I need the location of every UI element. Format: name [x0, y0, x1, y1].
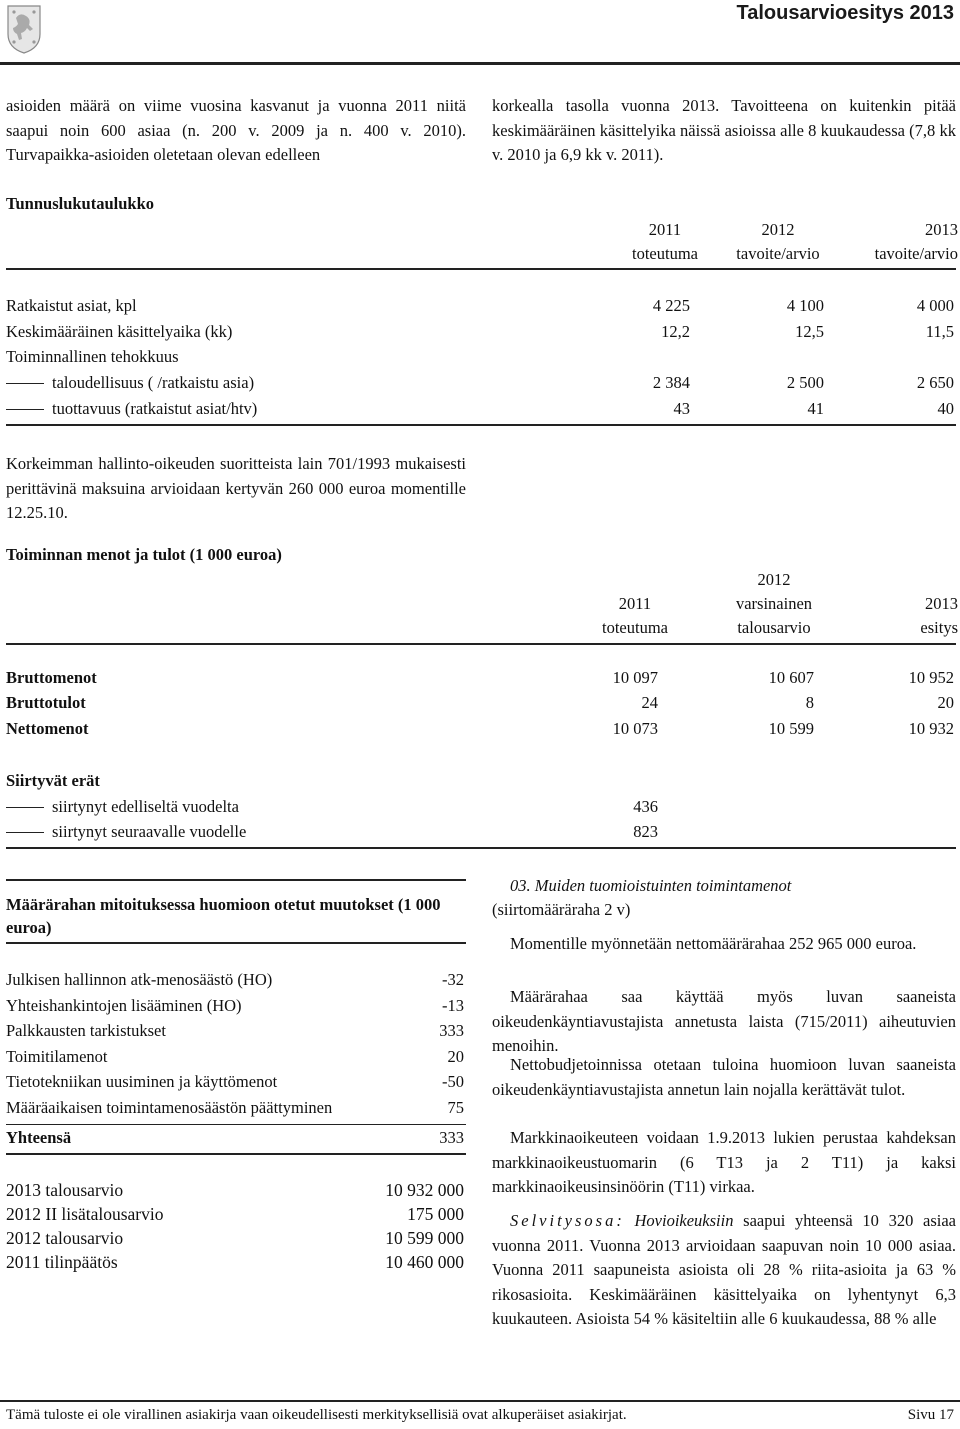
- menot-col2-mid: varsinainen: [735, 594, 813, 613]
- muutokset-total-label: Yhteensä: [6, 1128, 72, 1147]
- menot-row: [6, 717, 956, 741]
- muutokset-value: 20: [447, 1046, 464, 1066]
- menot-col2-year: 2012: [757, 570, 791, 589]
- kpi-row: [6, 397, 956, 421]
- kpi-col2-year: 2012: [761, 220, 795, 239]
- muutokset-row: [6, 1070, 466, 1096]
- menot-row-label: Bruttomenot: [6, 668, 97, 687]
- budget-value: 175 000: [407, 1204, 464, 1224]
- coat-of-arms-logo: [6, 4, 42, 54]
- selvitysosa-subject: Hovioikeuksiin: [634, 1211, 734, 1230]
- menot-table-title: Toiminnan menot ja tulot (1 000 euroa): [6, 545, 282, 564]
- budget-value: 10 599 000: [385, 1228, 464, 1248]
- muutokset-label: Tietotekniikan uusiminen ja käyttömenot: [6, 1072, 278, 1091]
- kpi-cell: 4 225: [652, 296, 690, 315]
- budget-list: [6, 1178, 466, 1274]
- menot-header-rule: [6, 643, 956, 645]
- menot-bottom-rule: [6, 847, 956, 849]
- kpi-cell: 40: [937, 399, 954, 418]
- menot-col1-year: 2011: [618, 594, 652, 613]
- intro-left-paragraph: asioiden määrä on viime vuosina kasvanut ja vuonna 2011 niitä saapui noin 600 asiaa (n. 200 v. 2009 ja n. 400 v. 2010). Turvapaikka-asioiden oletetaan olevan edelleen: [6, 96, 466, 164]
- header-rule: [0, 62, 960, 65]
- kpi-row-label-indented: taloudellisuus ( /ratkaistu asia): [6, 371, 254, 395]
- muutokset-label: Palkkausten tarkistukset: [6, 1021, 166, 1040]
- muutokset-value: -50: [442, 1072, 464, 1091]
- menot-cell: 10 599: [768, 719, 814, 738]
- right-paragraph-5: [492, 1209, 956, 1332]
- section-heading: [510, 874, 956, 898]
- menot-row: [6, 691, 956, 715]
- footer-disclaimer: Tämä tuloste ei ole virallinen asiakirja vaan oikeudellisesti merkityksellisiä ovat alkuperäiset asiakirjat.: [6, 1407, 627, 1423]
- kpi-header-rule: [6, 268, 956, 270]
- menot-cell: 20: [937, 693, 954, 712]
- intro-right-paragraph: korkealla tasolla vuonna 2013. Tavoitteena on kuitenkin pitää keskimääräinen käsittelyika näissä asioissa alle 8 kuukaudessa (7,8 kk v. 2010 ja 6,9 kk v. 2011).: [492, 96, 956, 164]
- dash-marker: [6, 409, 44, 410]
- menot-cell: 10 607: [768, 668, 814, 687]
- kpi-row-label: Keskimääräinen käsittelyaika (kk): [6, 322, 233, 341]
- kpi-bottom-rule: [6, 424, 956, 426]
- budget-row: [6, 1202, 466, 1226]
- muutokset-row: [6, 1045, 466, 1071]
- section-heading-sub: (siirtomääräraha 2 v): [492, 900, 631, 919]
- menot-row-label: Nettomenot: [6, 719, 89, 738]
- muutokset-total-rule: [6, 1124, 466, 1125]
- muutokset-title: Määrärahan mitoituksessa huomioon otetut muutokset (1 000 euroa): [6, 895, 441, 937]
- kpi-cell: 41: [807, 399, 824, 418]
- muutokset-label: Yhteishankintojen lisääminen (HO): [6, 995, 242, 1015]
- siirtyvat-row: [6, 795, 956, 819]
- muutokset-label: Määräaikaisen toimintamenosäästön päättyminen: [6, 1097, 333, 1117]
- budget-value: 10 932 000: [385, 1180, 464, 1200]
- kpi-row-label: Toiminnallinen tehokkuus: [6, 347, 179, 366]
- kpi-row-label-indented: tuottavuus (ratkaistut asiat/htv): [6, 397, 257, 421]
- section-heading-title: Muiden tuomioistuinten toimintamenot: [534, 876, 792, 895]
- kpi-col2-sub: tavoite/arvio: [736, 244, 820, 263]
- section-heading-number: 03.: [510, 876, 531, 895]
- budget-value: 10 460 000: [385, 1252, 464, 1272]
- muutokset-list: [6, 968, 466, 1121]
- kpi-row: [6, 294, 956, 318]
- budget-label: 2011 tilinpäätös: [6, 1252, 118, 1272]
- right-paragraph-4: Markkinaoikeuteen voidaan 1.9.2013 lukien perustaa kahdeksan markkinaoikeustuomarin (6 T13 ja 2 T11) ja kaksi markkinaoikeusinsinöörin (T11) virkaa.: [492, 1128, 956, 1196]
- menot-cell: 10 097: [612, 668, 658, 687]
- kpi-row: [6, 320, 956, 344]
- muutokset-row: [6, 1096, 466, 1122]
- muutokset-total-row: [6, 1126, 466, 1150]
- kpi-row-label: Ratkaistut asiat, kpl: [6, 296, 137, 315]
- menot-col2-sub: talousarvio: [737, 618, 811, 637]
- menot-cell: 10 073: [612, 719, 658, 738]
- menot-row-label: Bruttotulot: [6, 693, 86, 712]
- right-paragraph-2: Määrärahaa saa käyttää myös luvan saaneista oikeudenkäyntiavustajista annetusta laista (715/2011) aiheutuvien menoihin.: [492, 987, 956, 1055]
- kpi-row: [6, 371, 956, 395]
- muutokset-label: Toimitilamenot: [6, 1046, 108, 1066]
- kpi-col1-sub: toteutuma: [632, 244, 698, 263]
- siirtyvat-row-label: siirtynyt seuraavalle vuodelle: [6, 820, 246, 844]
- menot-row: [6, 666, 956, 690]
- menot-col3-header: [852, 592, 960, 640]
- siirtyvat-title: Siirtyvät erät: [6, 771, 100, 790]
- siirtyvat-row: [6, 820, 956, 844]
- budget-label: 2013 talousarvio: [6, 1180, 124, 1200]
- kpi-cell: 12,5: [795, 322, 824, 341]
- menot-col3-year: 2013: [925, 594, 958, 613]
- siirtyvat-row-label: siirtynyt edelliseltä vuodelta: [6, 795, 239, 819]
- muutokset-bottom-rule: [6, 1153, 466, 1155]
- selvitysosa-text: saapui yhteensä 10 320 asiaa vuonna 2011. Vuonna 2013 arvioidaan saapuvan noin 10 000 asiaa. Vuonna 2011 saapuneista asioista oli 28 % riita-asioita ja 63 % rikosasioita. Keskimääräinen käsittelyaika on lyhentynyt 6,3 kuukauteen. Asioista 54 % käsiteltiin alle 6 kuukaudessa, 88 % alle: [492, 1211, 956, 1328]
- kpi-cell: 43: [673, 399, 690, 418]
- menot-cell: 24: [641, 693, 658, 712]
- muutokset-row: [6, 1019, 466, 1045]
- budget-row: [6, 1178, 466, 1202]
- kpi-row: [6, 345, 956, 369]
- header-title: Talousarvioesitys 2013: [736, 2, 954, 24]
- muutokset-total-value: 333: [439, 1128, 464, 1147]
- budget-label: 2012 talousarvio: [6, 1228, 124, 1248]
- muutokset-label: Julkisen hallinnon atk-menosäästö (HO): [6, 970, 273, 989]
- kpi-table-title: Tunnuslukutaulukko: [6, 194, 155, 213]
- kpi-cell: 11,5: [925, 322, 954, 341]
- page-number: Sivu 17: [907, 1407, 954, 1423]
- kpi-cell: 4 000: [916, 296, 954, 315]
- kpi-col3-year: 2013: [925, 220, 958, 239]
- menot-cell: 8: [805, 693, 814, 712]
- muutokset-value: -32: [442, 970, 464, 989]
- selvitysosa-label: Selvitysosa:: [510, 1211, 625, 1230]
- muutokset-header-rule: [6, 942, 466, 944]
- kpi-col2-header: [718, 218, 838, 266]
- menot-cell: 10 932: [908, 719, 954, 738]
- kpi-col1-header: [610, 218, 720, 266]
- korkeimman-paragraph: Korkeimman hallinto-oikeuden suoritteista lain 701/1993 mukaisesti perittävinä maksuina arvioidaan kertyvän 260 000 euroa momentille 12.25.10.: [6, 454, 466, 522]
- dash-marker: [6, 832, 44, 833]
- menot-col2-header: [714, 568, 834, 640]
- budget-row: [6, 1250, 466, 1274]
- muutokset-value: 75: [447, 1097, 464, 1117]
- muutokset-row: [6, 968, 466, 994]
- right-paragraph-3: Nettobudjetoinnissa otetaan tuloina huomioon luvan saaneista oikeudenkäyntiavustajista annetun lain nojalla kerättävät tulot.: [492, 1055, 956, 1099]
- kpi-col1-year: 2011: [648, 220, 682, 239]
- footer-rule: [0, 1400, 960, 1402]
- budget-row: [6, 1226, 466, 1250]
- siirtyvat-title-row: [6, 769, 956, 793]
- right-paragraph-1: Momentille myönnetään nettomäärärahaa 252 965 000 euroa.: [510, 934, 917, 953]
- muutokset-value: -13: [442, 995, 464, 1015]
- kpi-cell: 2 384: [652, 373, 690, 392]
- muutokset-value: 333: [439, 1021, 464, 1040]
- menot-col3-sub: esitys: [920, 618, 958, 637]
- menot-col1-header: [580, 592, 690, 640]
- muutokset-row: [6, 994, 466, 1020]
- menot-cell: 10 952: [908, 668, 954, 687]
- kpi-col3-sub: tavoite/arvio: [874, 244, 958, 263]
- kpi-cell: 2 500: [786, 373, 824, 392]
- dash-marker: [6, 383, 44, 384]
- menot-col1-sub: toteutuma: [602, 618, 668, 637]
- siirtyvat-cell: 823: [633, 822, 658, 841]
- kpi-cell: 4 100: [786, 296, 824, 315]
- muutokset-top-rule: [6, 879, 466, 881]
- budget-label: 2012 II lisätalousarvio: [6, 1204, 164, 1224]
- dash-marker: [6, 807, 44, 808]
- kpi-cell: 2 650: [916, 373, 954, 392]
- kpi-col3-header: [852, 218, 960, 266]
- kpi-cell: 12,2: [661, 322, 690, 341]
- siirtyvat-cell: 436: [633, 797, 658, 816]
